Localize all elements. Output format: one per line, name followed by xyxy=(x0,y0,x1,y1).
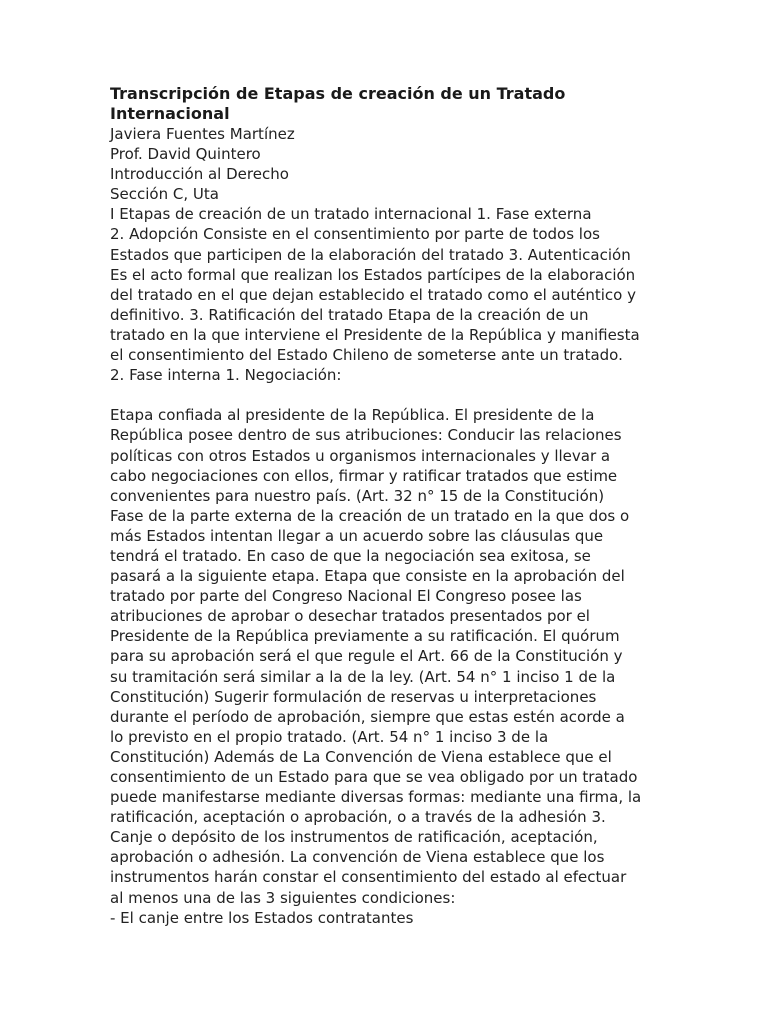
course-name: Introducción al Derecho xyxy=(110,165,289,184)
text-line: definitivo. 3. Ratificación del tratado Etapa de la creación de un xyxy=(110,305,589,324)
text-line: para su aprobación será el que regule el Art. 66 de la Constitución y xyxy=(110,647,623,666)
text-line: instrumentos harán constar el consentimiento del estado al efectuar xyxy=(110,868,627,887)
text-line: Constitución) Sugerir formulación de reservas u interpretaciones xyxy=(110,687,597,706)
professor-name: Prof. David Quintero xyxy=(110,145,261,164)
text-line: su tramitación será similar a la de la ley. (Art. 54 n° 1 inciso 1 de la xyxy=(110,667,616,686)
title-line: Transcripción de Etapas de creación de un Tratado xyxy=(110,84,566,103)
text-line: tendrá el tratado. En caso de que la negociación sea exitosa, se xyxy=(110,546,591,565)
paragraph-spacer xyxy=(110,385,668,405)
text-line: Estados que participen de la elaboración del tratado 3. Autenticación xyxy=(110,245,631,264)
text-line: puede manifestarse mediante diversas formas: mediante una firma, la xyxy=(110,788,642,807)
section-name: Sección C, Uta xyxy=(110,185,219,204)
text-line: convenientes para nuestro país. (Art. 32 n° 15 de la Constitución) xyxy=(110,486,605,505)
text-line: República posee dentro de sus atribuciones: Conducir las relaciones xyxy=(110,426,622,445)
text-line: tratado por parte del Congreso Nacional El Congreso posee las xyxy=(110,587,582,606)
text-line: I Etapas de creación de un tratado internacional 1. Fase externa xyxy=(110,205,592,224)
text-line: durante el período de aprobación, siempre que estas estén acorde a xyxy=(110,707,625,726)
text-line: 2. Fase interna 1. Negociación: xyxy=(110,366,342,385)
text-line: cabo negociaciones con ellos, firmar y ratificar tratados que estime xyxy=(110,466,618,485)
paragraph-2 xyxy=(110,405,668,927)
text-line: tratado en la que interviene el Presidente de la República y manifiesta xyxy=(110,325,640,344)
text-line: más Estados intentan llegar a un acuerdo sobre las cláusulas que xyxy=(110,526,604,545)
title-line: Internacional xyxy=(110,104,230,123)
text-line: lo previsto en el propio tratado. (Art. 54 n° 1 inciso 3 de la xyxy=(110,727,549,746)
text-line: Presidente de la República previamente a su ratificación. El quórum xyxy=(110,627,620,646)
text-line: Es el acto formal que realizan los Estados partícipes de la elaboración xyxy=(110,265,636,284)
text-line: políticas con otros Estados u organismos internacionales y llevar a xyxy=(110,446,611,465)
text-line: aprobación o adhesión. La convención de Viena establece que los xyxy=(110,848,605,867)
text-line: Canje o depósito de los instrumentos de ratificación, aceptación, xyxy=(110,828,598,847)
text-line: 2. Adopción Consiste en el consentimiento por parte de todos los xyxy=(110,225,600,244)
text-line: atribuciones de aprobar o desechar tratados presentados por el xyxy=(110,607,590,626)
text-line: ratificación, aceptación o aprobación, o a través de la adhesión 3. xyxy=(110,808,606,827)
text-line: Fase de la parte externa de la creación de un tratado en la que dos o xyxy=(110,506,630,525)
paragraph-1 xyxy=(110,204,668,385)
text-line: del tratado en el que dejan establecido el tratado como el auténtico y xyxy=(110,285,636,304)
text-line: Constitución) Además de La Convención de Viena establece que el xyxy=(110,747,612,766)
text-line: consentimiento de un Estado para que se vea obligado por un tratado xyxy=(110,768,638,786)
text-line: Etapa confiada al presidente de la República. El presidente de la xyxy=(110,406,595,425)
text-line: pasará a la siguiente etapa. Etapa que consiste en la aprobación del xyxy=(110,567,625,586)
text-line: el consentimiento del Estado Chileno de someterse ante un tratado. xyxy=(110,346,623,365)
text-line: al menos una de las 3 siguientes condiciones: xyxy=(110,888,456,907)
author-name: Javiera Fuentes Martínez xyxy=(110,125,295,143)
document-title xyxy=(110,84,668,124)
text-line: - El canje entre los Estados contratantes xyxy=(110,908,414,927)
